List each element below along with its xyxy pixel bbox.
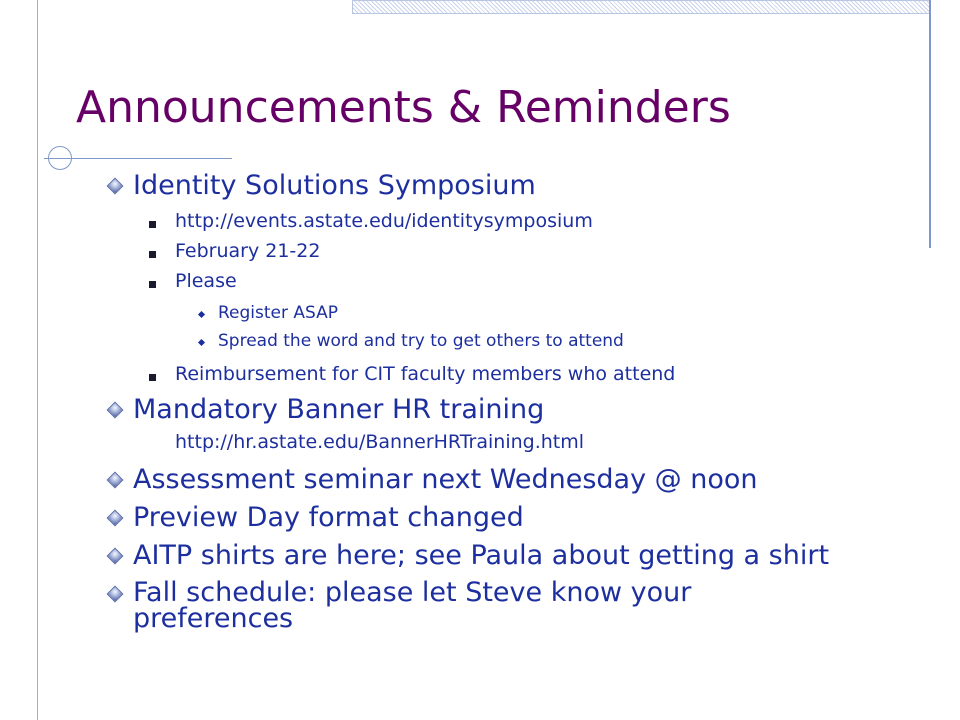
- symposium-link[interactable]: http://events.astate.edu/identitysymposium: [175, 210, 593, 232]
- symposium-please: Please: [175, 270, 237, 292]
- small-diamond-bullet-icon: [198, 311, 205, 318]
- bullet-fall-schedule: Fall schedule: please let Steve know your preferences: [133, 577, 692, 634]
- left-frame-line: [37, 0, 38, 720]
- small-diamond-bullet-icon: [198, 339, 205, 346]
- spread-the-word: Spread the word and try to get others to attend: [218, 331, 624, 351]
- reimbursement-note: Reimbursement for CIT faculty members who attend: [175, 363, 676, 385]
- diamond-bullet-icon: [107, 548, 124, 565]
- hatched-top-band: [352, 0, 930, 14]
- corner-circle-ornament: [48, 146, 72, 170]
- square-bullet-icon: [149, 281, 156, 288]
- square-bullet-icon: [149, 251, 156, 258]
- right-frame-line: [929, 0, 931, 248]
- slide-title: Announcements & Reminders: [76, 82, 731, 133]
- bullet-assessment-seminar: Assessment seminar next Wednesday @ noon: [133, 464, 758, 495]
- bullet-preview-day: Preview Day format changed: [133, 502, 524, 533]
- bullet-symposium: Identity Solutions Symposium: [133, 170, 536, 201]
- diamond-bullet-icon: [107, 178, 124, 195]
- symposium-date: February 21-22: [175, 240, 321, 262]
- bullet-banner-hr: Mandatory Banner HR training: [133, 394, 545, 425]
- square-bullet-icon: [149, 221, 156, 228]
- diamond-bullet-icon: [107, 510, 124, 527]
- register-asap: Register ASAP: [218, 303, 339, 323]
- square-bullet-icon: [149, 374, 156, 381]
- bullet-aitp-shirts: AITP shirts are here; see Paula about getting a shirt: [133, 540, 830, 571]
- diamond-bullet-icon: [107, 472, 124, 489]
- diamond-bullet-icon: [107, 586, 124, 603]
- diamond-bullet-icon: [107, 402, 124, 419]
- title-underline: [44, 158, 232, 159]
- banner-hr-link[interactable]: http://hr.astate.edu/BannerHRTraining.html: [175, 431, 585, 453]
